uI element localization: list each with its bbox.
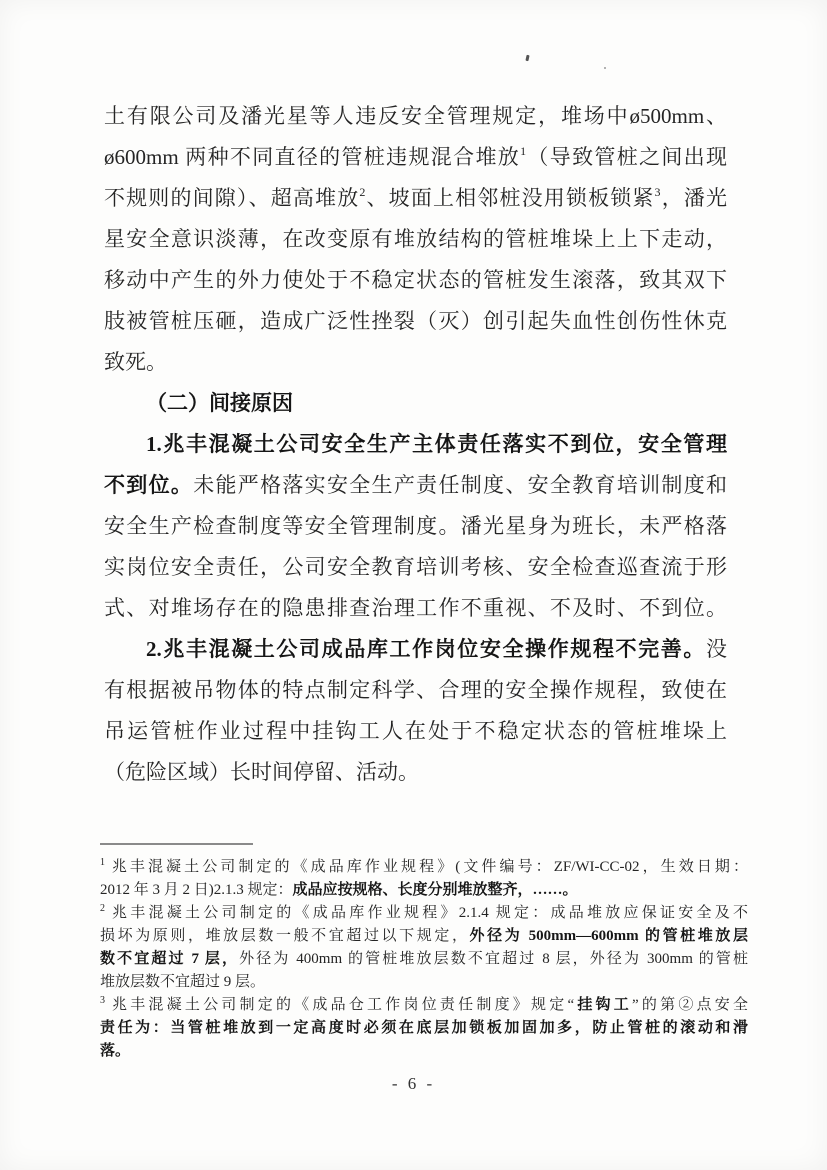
text-segment: 星安全意识淡薄，在改变原有堆放结构的管桩堆垛上上下走动， [104,227,727,251]
footnote-line [100,879,748,902]
text-segment: ，潘光 [660,186,727,210]
footnote-line [100,925,748,948]
footnote-ref: 1 [100,857,105,868]
footnote-ref: 2 [359,185,366,199]
body-line [104,301,727,342]
body-line [104,711,727,752]
text-segment: 土有限公司及潘光星等人违反安全管理规定，堆场中ø500mm、 [104,104,727,128]
scan-speck [604,67,606,69]
body-line [104,342,727,383]
text-segment: 外径为 500mm—600mm 的管桩堆放层 [469,928,748,944]
text-segment: 吊运管桩作业过程中挂钩工人在处于不稳定状态的管桩堆垛上 [104,719,727,743]
text-segment: 兆丰混凝土公司制定的《成品库作业规程》2.1.4 规定：成品堆放应保证安全及不 [105,905,748,921]
body-line [104,629,727,670]
footnote-ref: 3 [100,995,105,1006]
text-segment: 兆丰混凝土公司制定的《成品库作业规程》(文件编号：ZF/WI-CC-02，生效日期： [105,859,748,875]
section-heading [104,383,727,424]
body-line [104,588,727,629]
text-segment: 成品应按规格、长度分别堆放整齐，……。 [292,882,578,898]
body-line [104,424,727,465]
text-segment: 挂钩工 [574,997,632,1013]
footnote-ref: 2 [100,903,105,914]
text-segment: （导致管桩之间出现 [526,145,727,169]
body-line [104,260,727,301]
text-segment: （二）间接原因 [146,391,293,415]
text-segment: 兆丰混凝土公司制定的《成品仓工作岗位责任制度》规定“ [105,997,575,1013]
text-segment: 、坡面上相邻桩没用锁板锁紧 [365,186,655,210]
text-segment: 落。 [100,1043,131,1059]
footnote-line [100,948,748,971]
text-segment: 堆放层数不宜超过 9 层。 [100,974,266,990]
text-segment: 损坏为原则，堆放层数一般不宜超过以下规定， [100,928,470,944]
body-line [104,137,727,178]
text-segment: 2.兆丰混凝土公司成品库工作岗位安全操作规程不完善。 [146,637,706,661]
footnote-line [100,856,748,879]
footnotes-section [100,843,748,1063]
scan-speck [525,55,529,61]
body-line [104,670,727,711]
footnote-line [100,971,748,994]
text-segment: 式、对堆场存在的隐患排查治理工作不重视、不及时、不到位。 [104,596,727,620]
text-segment: 肢被管桩压砸，造成广泛性挫裂（灭）创引起失血性创伤性休克 [104,309,727,333]
text-segment: 没 [706,637,727,661]
text-segment: 1.兆丰混凝土公司安全生产主体责任落实不到位，安全管理 [146,432,727,456]
footnote-line [100,1017,748,1040]
text-segment: （危险区域）长时间停留、活动。 [104,760,419,784]
footnote-line [100,1040,748,1063]
text-segment: 实岗位安全责任，公司安全教育培训考核、安全检查巡查流于形 [104,555,727,579]
body-line [104,96,727,137]
footnote-ref: 3 [654,185,661,199]
body-text [104,96,727,793]
footnote-line [100,994,748,1017]
footnote-separator [100,843,253,845]
footnote-ref: 1 [520,144,527,158]
text-segment: 2012 年 3 月 2 日)2.1.3 规定： [100,882,293,898]
text-segment: 移动中产生的外力使处于不稳定状态的管桩发生滚落，致其双下 [104,268,727,292]
body-line [104,219,727,260]
body-line [104,465,727,506]
text-segment: 外径为 400mm 的管桩堆放层数不宜超过 8 层，外径为 300mm 的管桩 [239,951,748,967]
text-segment: 有根据被吊物体的特点制定科学、合理的安全操作规程，致使在 [104,678,727,702]
page-number: - 6 - [391,1074,436,1093]
text-segment: ø600mm 两种不同直径的管桩违规混合堆放 [104,145,521,169]
text-segment: ”的第②点安全 [632,997,748,1013]
text-segment: 不到位。 [104,473,194,497]
body-line [104,178,727,219]
text-segment: 安全生产检查制度等安全管理制度。潘光星身为班长，未严格落 [104,514,727,538]
footnote-lines [100,856,748,1063]
body-line [104,752,727,793]
text-segment: 数不宜超过 7 层， [100,951,240,967]
text-segment: 未能严格落实安全生产责任制度、安全教育培训制度和 [193,473,727,497]
body-line [104,506,727,547]
text-segment: 责任为：当管桩堆放到一定高度时必须在底层加锁板加固加多，防止管桩的滚动和滑 [100,1020,748,1036]
text-segment: 致死。 [104,350,167,374]
text-segment: 不规则的间隙）、超高堆放 [104,186,360,210]
footnote-line [100,902,748,925]
body-line [104,547,727,588]
